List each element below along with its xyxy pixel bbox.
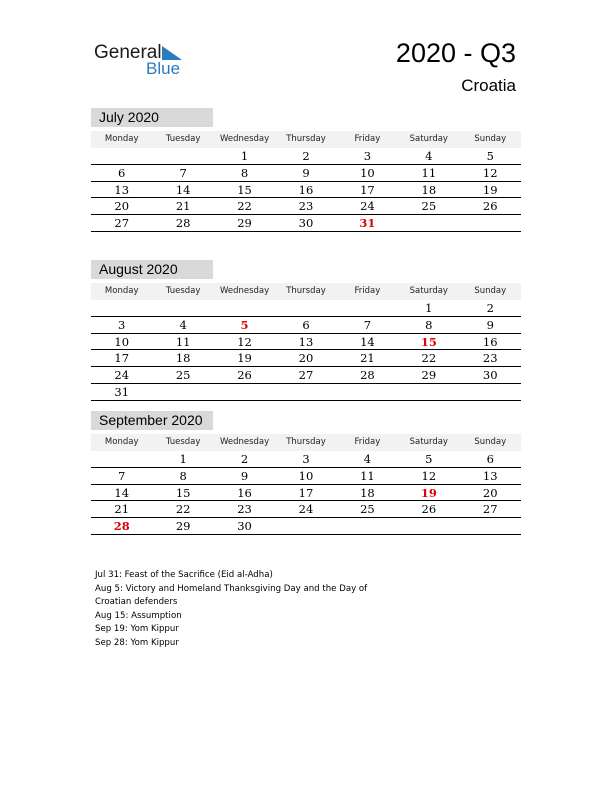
- day-cell: [152, 384, 213, 400]
- day-cell: 5: [425, 452, 433, 466]
- week-row: [91, 198, 521, 215]
- month-name: September 2020: [91, 411, 213, 430]
- day-cell: 20: [482, 485, 498, 500]
- logo-general-text: General: [94, 42, 162, 63]
- day-cell: 22: [421, 351, 437, 366]
- day-cell: 29: [237, 216, 252, 231]
- day-cell: 10: [298, 468, 314, 483]
- day-cell: 19: [420, 485, 437, 500]
- weekday-label: Monday: [104, 134, 139, 144]
- day-cell: 23: [482, 351, 498, 366]
- month-name: August 2020: [91, 260, 213, 279]
- weekday-header-row: [91, 283, 521, 300]
- logo-triangle-icon: [162, 46, 182, 60]
- day-cell: 29: [421, 368, 437, 383]
- day-cell: 18: [421, 182, 437, 197]
- holiday-note: Jul 31: Feast of the Sacrifice (Eid al-Adha): [95, 570, 273, 580]
- weekday-label: Thursday: [286, 286, 326, 296]
- day-cell: 10: [360, 165, 375, 180]
- day-cell: 31: [359, 216, 376, 231]
- day-cell: 3: [302, 452, 310, 466]
- month-block: [91, 411, 521, 535]
- day-cell: 15: [175, 485, 191, 500]
- day-cell: 28: [113, 519, 130, 534]
- day-cell: 12: [421, 468, 437, 483]
- weekday-label: Tuesday: [165, 286, 201, 296]
- day-cell: 8: [240, 165, 249, 180]
- day-cell: 12: [237, 334, 252, 349]
- weekday-label: Monday: [104, 437, 139, 447]
- week-row: [91, 518, 521, 535]
- weekday-label: Wednesday: [219, 134, 270, 144]
- month-block: [91, 108, 521, 232]
- day-cell: 15: [420, 334, 437, 349]
- day-cell: [275, 384, 336, 400]
- day-cell: 21: [114, 502, 130, 517]
- day-cell: 19: [482, 182, 498, 197]
- weekday-label: Wednesday: [219, 437, 270, 447]
- day-cell: 21: [175, 199, 191, 214]
- day-cell: 29: [175, 519, 191, 534]
- day-cell: 2: [302, 149, 310, 163]
- holiday-note: Aug 5: Victory and Homeland Thanksgiving Day and the Day of Croatian defenders: [95, 583, 368, 607]
- day-cell: 7: [363, 317, 372, 332]
- day-cell: 25: [175, 368, 191, 383]
- day-cell: [398, 518, 459, 534]
- weekday-label: Tuesday: [165, 134, 201, 144]
- day-cell: [337, 518, 398, 534]
- day-cell: 22: [175, 502, 191, 517]
- day-cell: 2: [240, 452, 249, 466]
- day-cell: 16: [298, 182, 314, 197]
- day-cell: 9: [240, 468, 249, 483]
- week-row: [91, 334, 521, 351]
- day-cell: 7: [179, 165, 187, 180]
- day-cell: 6: [302, 317, 310, 332]
- weekday-label: Sunday: [474, 134, 507, 144]
- weekday-label: Saturday: [409, 134, 448, 144]
- weekday-label: Sunday: [474, 437, 507, 447]
- day-cell: 26: [421, 502, 437, 517]
- country-name: Croatia: [461, 76, 516, 95]
- day-cell: 5: [486, 149, 494, 163]
- day-cell: [337, 300, 398, 316]
- week-row: [91, 317, 521, 334]
- day-cell: 30: [237, 519, 252, 534]
- day-cell: [398, 215, 459, 231]
- weekday-label: Wednesday: [219, 286, 270, 296]
- day-cell: 30: [482, 368, 498, 383]
- day-cell: 31: [114, 384, 130, 399]
- week-row: [91, 367, 521, 384]
- week-row: [91, 384, 521, 401]
- day-cell: 1: [179, 452, 187, 466]
- page-title: 2020 - Q3: [395, 38, 516, 68]
- day-cell: 17: [114, 351, 130, 366]
- day-cell: 14: [175, 182, 191, 197]
- day-cell: 3: [363, 149, 372, 163]
- week-row: [91, 215, 521, 232]
- day-cell: 28: [175, 216, 191, 231]
- week-row: [91, 300, 521, 317]
- day-cell: 13: [114, 182, 130, 197]
- holiday-notes: [95, 569, 395, 650]
- day-cell: 19: [237, 351, 252, 366]
- weekday-label: Monday: [104, 286, 139, 296]
- day-cell: 16: [482, 334, 498, 349]
- week-row: [91, 501, 521, 518]
- day-cell: 4: [179, 317, 187, 332]
- day-cell: 13: [298, 334, 314, 349]
- day-cell: 6: [118, 165, 126, 180]
- month-block: [91, 260, 521, 401]
- weekday-label: Friday: [354, 134, 381, 144]
- day-cell: 10: [114, 334, 130, 349]
- weekday-label: Sunday: [474, 286, 507, 296]
- weekday-header-row: [91, 131, 521, 148]
- week-row: [91, 350, 521, 367]
- day-cell: 5: [240, 317, 249, 332]
- day-cell: 26: [237, 368, 252, 383]
- day-cell: 23: [298, 199, 314, 214]
- day-cell: 15: [237, 182, 252, 197]
- holiday-note: Sep 19: Yom Kippur: [95, 624, 179, 634]
- weekday-label: Thursday: [286, 134, 326, 144]
- day-cell: 25: [421, 199, 437, 214]
- day-cell: 9: [302, 165, 310, 180]
- week-row: [91, 468, 521, 485]
- day-cell: [460, 518, 521, 534]
- day-cell: 20: [114, 199, 130, 214]
- day-cell: [91, 300, 152, 316]
- day-cell: 8: [179, 468, 187, 483]
- day-cell: 4: [425, 149, 433, 163]
- day-cell: 2: [486, 301, 494, 315]
- day-cell: 3: [118, 317, 126, 332]
- weekday-label: Friday: [354, 286, 381, 296]
- day-cell: 24: [298, 502, 314, 517]
- day-cell: [337, 384, 398, 400]
- day-cell: [275, 518, 336, 534]
- day-cell: 4: [363, 452, 372, 466]
- day-cell: 26: [482, 199, 498, 214]
- holiday-note: Aug 15: Assumption: [95, 610, 182, 621]
- day-cell: 7: [118, 468, 126, 483]
- day-cell: 1: [425, 301, 433, 315]
- day-cell: 27: [482, 502, 498, 517]
- day-cell: 13: [482, 468, 498, 483]
- day-cell: 14: [114, 485, 130, 500]
- day-cell: 12: [482, 165, 498, 180]
- weekday-label: Thursday: [286, 437, 326, 447]
- week-row: [91, 182, 521, 199]
- day-cell: [214, 300, 275, 316]
- weekday-label: Tuesday: [165, 437, 201, 447]
- weekday-label: Saturday: [409, 286, 448, 296]
- day-cell: 11: [421, 165, 437, 180]
- month-name: July 2020: [91, 108, 213, 127]
- day-cell: 25: [360, 502, 375, 517]
- week-row: [91, 451, 521, 468]
- day-cell: 6: [486, 452, 494, 466]
- day-cell: 27: [114, 216, 130, 231]
- day-cell: 27: [298, 368, 314, 383]
- weekday-label: Friday: [354, 437, 381, 447]
- day-cell: 23: [237, 502, 252, 517]
- day-cell: 30: [298, 216, 314, 231]
- day-cell: [460, 215, 521, 231]
- logo-blue-text: Blue: [146, 59, 181, 78]
- logo: [94, 40, 194, 80]
- day-cell: 21: [360, 351, 375, 366]
- day-cell: [152, 148, 213, 164]
- day-cell: 1: [240, 149, 249, 163]
- day-cell: [152, 300, 213, 316]
- day-cell: 18: [175, 351, 191, 366]
- day-cell: 24: [114, 368, 130, 383]
- day-cell: [460, 384, 521, 400]
- day-cell: [91, 451, 152, 467]
- day-cell: 20: [298, 351, 314, 366]
- week-row: [91, 148, 521, 165]
- day-cell: 9: [486, 317, 494, 332]
- day-cell: [214, 384, 275, 400]
- day-cell: 8: [425, 317, 433, 332]
- weekday-header-row: [91, 434, 521, 451]
- day-cell: 18: [360, 485, 375, 500]
- day-cell: 28: [360, 368, 375, 383]
- day-cell: 24: [360, 199, 375, 214]
- day-cell: 22: [237, 199, 252, 214]
- day-cell: 17: [298, 485, 314, 500]
- week-row: [91, 165, 521, 182]
- day-cell: [91, 148, 152, 164]
- weekday-label: Saturday: [409, 437, 448, 447]
- holiday-note: Sep 28: Yom Kippur: [95, 637, 179, 648]
- day-cell: 16: [237, 485, 252, 500]
- day-cell: 17: [360, 182, 375, 197]
- day-cell: [275, 300, 336, 316]
- day-cell: 14: [360, 334, 375, 349]
- day-cell: 11: [360, 468, 375, 483]
- day-cell: [398, 384, 459, 400]
- week-row: [91, 485, 521, 502]
- day-cell: 11: [175, 334, 191, 349]
